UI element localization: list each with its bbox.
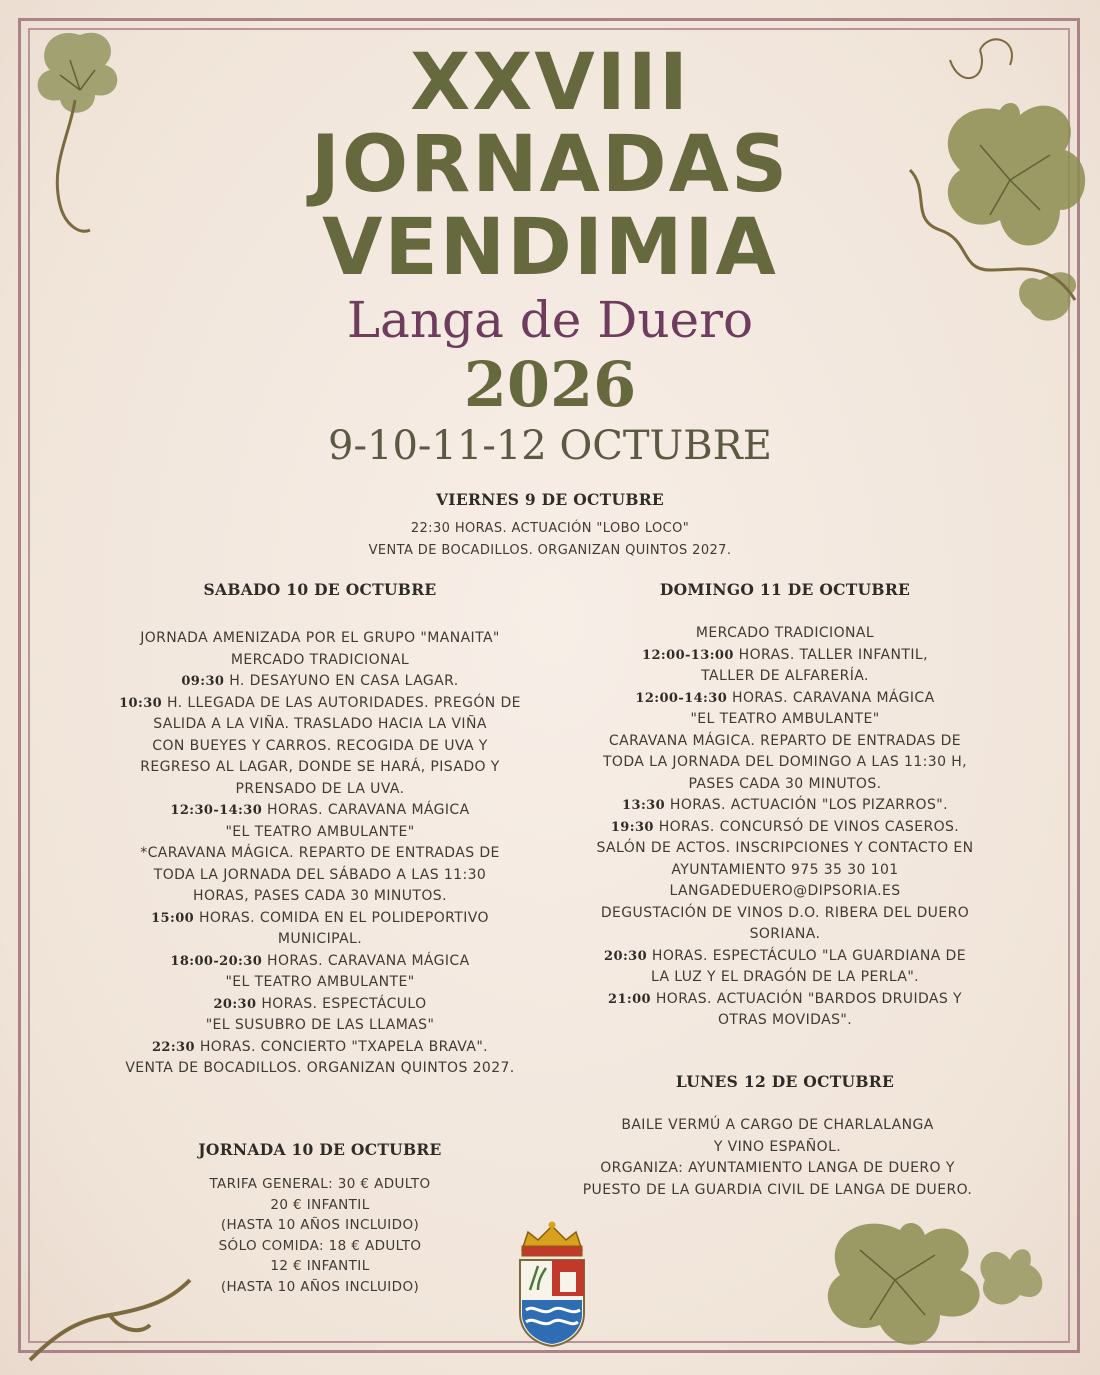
program-line: 12:00-14:30 HORAS. CARAVANA MÁGICA bbox=[635, 689, 935, 706]
price-line: (HASTA 10 AÑOS INCLUIDO) bbox=[220, 1278, 420, 1295]
program-line: TODA LA JORNADA DEL DOMINGO A LAS 11:30 H, bbox=[602, 754, 968, 770]
section-heading-jornada: JORNADA 10 DE OCTUBRE bbox=[198, 1140, 442, 1159]
program-line: CARAVANA MÁGICA. REPARTO DE ENTRADAS DE bbox=[608, 732, 962, 749]
price-line: TARIFA GENERAL: 30 € ADULTO bbox=[209, 1176, 431, 1192]
program-line: HORAS, PASES CADA 30 MINUTOS. bbox=[193, 888, 447, 904]
time-label: 15:00 bbox=[151, 910, 195, 926]
viernes-program bbox=[270, 518, 830, 561]
coat-of-arms-icon bbox=[514, 1218, 590, 1348]
time-label: 12:00-14:30 bbox=[635, 690, 728, 706]
program-line: PRENSADO DE LA UVA. bbox=[235, 780, 405, 797]
program-line: CON BUEYES Y CARROS. RECOGIDA DE UVA Y bbox=[152, 737, 488, 754]
section-heading-sabado: SABADO 10 DE OCTUBRE bbox=[203, 580, 437, 599]
program-line: 19:30 HORAS. CONCURSÓ DE VINOS CASEROS. bbox=[610, 818, 960, 835]
price-line: SÓLO COMIDA: 18 € ADULTO bbox=[218, 1237, 422, 1254]
program-line: *CARAVANA MÁGICA. REPARTO DE ENTRADAS DE bbox=[140, 845, 500, 861]
program-line: SORIANA. bbox=[749, 926, 821, 942]
time-label: 18:00-20:30 bbox=[170, 953, 263, 969]
program-line: 20:30 HORAS. ESPECTÁCULO "LA GUARDIANA DE bbox=[604, 947, 966, 964]
program-line: REGRESO AL LAGAR, DONDE SE HARÁ, PISADO Y bbox=[140, 759, 500, 775]
sabado-program bbox=[100, 628, 540, 1080]
program-line: LA LUZ Y EL DRAGÓN DE LA PERLA". bbox=[650, 969, 920, 985]
program-line: VENTA DE BOCADILLOS. ORGANIZAN QUINTOS 2027. bbox=[125, 1060, 515, 1076]
program-line: JORNADA AMENIZADA POR EL GRUPO "MANAITA" bbox=[140, 630, 500, 646]
program-line: 09:30 H. DESAYUNO EN CASA LAGAR. bbox=[181, 673, 459, 689]
program-line: 13:30 HORAS. ACTUACIÓN "LOS PIZARROS". bbox=[622, 797, 948, 813]
time-label: 09:30 bbox=[181, 674, 225, 689]
program-line: PUESTO DE LA GUARDIA CIVIL DE LANGA DE DUERO. bbox=[582, 1181, 973, 1198]
event-title-line1: JORNADAS bbox=[310, 120, 790, 210]
program-line: SALIDA A LA VIÑA. TRASLADO HACIA LA VIÑA bbox=[153, 716, 487, 732]
event-year: 2026 bbox=[463, 348, 637, 421]
program-line: 20:30 HORAS. ESPECTÁCULO bbox=[213, 995, 427, 1012]
domingo-program bbox=[565, 623, 1005, 1032]
price-line: (HASTA 10 AÑOS INCLUIDO) bbox=[220, 1217, 420, 1233]
program-line: ORGANIZA: AYUNTAMIENTO LANGA DE DUERO Y bbox=[600, 1160, 955, 1176]
program-line: DEGUSTACIÓN DE VINOS D.O. RIBERA DEL DUERO bbox=[600, 904, 970, 921]
program-line: MERCADO TRADICIONAL bbox=[695, 625, 875, 641]
program-line: 18:00-20:30 HORAS. CARAVANA MÁGICA bbox=[170, 952, 470, 969]
program-line: Y VINO ESPAÑOL. bbox=[713, 1138, 842, 1155]
program-line: MERCADO TRADICIONAL bbox=[230, 651, 410, 668]
program-line: "EL SUSUBRO DE LAS LLAMAS" bbox=[205, 1017, 435, 1033]
program-line: TODA LA JORNADA DEL SÁBADO A LAS 11:30 bbox=[153, 866, 487, 883]
town-name: Langa de Duero bbox=[346, 291, 754, 349]
event-title-line2: VENDIMIA bbox=[322, 203, 778, 293]
price-line: 20 € INFANTIL bbox=[270, 1196, 370, 1213]
event-dates: 9-10-11-12 OCTUBRE bbox=[328, 423, 772, 469]
time-label: 12:30-14:30 bbox=[170, 803, 263, 818]
program-line: 10:30 H. LLEGADA DE LAS AUTORIDADES. PREGÓN DE bbox=[119, 694, 521, 711]
lunes-program bbox=[555, 1115, 1000, 1201]
vine-leaf-bottom-right-icon bbox=[810, 1200, 1070, 1360]
program-line: "EL TEATRO AMBULANTE" bbox=[225, 823, 415, 840]
program-line: 21:00 HORAS. ACTUACIÓN "BARDOS DRUIDAS Y bbox=[608, 990, 962, 1007]
program-line: "EL TEATRO AMBULANTE" bbox=[225, 974, 415, 990]
program-line: 22:30 HORAS. ACTUACIÓN "LOBO LOCO" bbox=[410, 521, 690, 536]
program-line: MUNICIPAL. bbox=[277, 931, 363, 947]
program-line: PASES CADA 30 MINUTOS. bbox=[688, 775, 882, 792]
program-line: LANGADEDUERO@DIPSORIA.ES bbox=[669, 883, 901, 899]
time-label: 21:00 bbox=[608, 991, 651, 1007]
program-line: TALLER DE ALFARERÍA. bbox=[701, 668, 869, 684]
time-label: 10:30 bbox=[119, 695, 163, 711]
time-label: 20:30 bbox=[604, 948, 648, 964]
time-label: 13:30 bbox=[622, 798, 666, 813]
section-heading-viernes: VIERNES 9 DE OCTUBRE bbox=[435, 490, 665, 509]
program-line: VENTA DE BOCADILLOS. ORGANIZAN QUINTOS 2027. bbox=[368, 542, 732, 558]
program-line: BAILE VERMÚ A CARGO DE CHARLALANGA bbox=[621, 1117, 934, 1133]
price-list bbox=[110, 1174, 530, 1297]
program-line: 22:30 HORAS. CONCIERTO "TXAPELA BRAVA". bbox=[151, 1038, 489, 1055]
program-line: OTRAS MOVIDAS". bbox=[717, 1012, 853, 1028]
time-label: 20:30 bbox=[213, 996, 257, 1012]
program-line: AYUNTAMIENTO 975 35 30 101 bbox=[671, 861, 899, 878]
time-label: 12:00-13:00 bbox=[642, 647, 734, 663]
section-heading-domingo: DOMINGO 11 DE OCTUBRE bbox=[659, 580, 911, 599]
program-line: 12:30-14:30 HORAS. CARAVANA MÁGICA bbox=[170, 802, 470, 818]
section-heading-lunes: LUNES 12 DE OCTUBRE bbox=[675, 1072, 895, 1091]
program-line: "EL TEATRO AMBULANTE" bbox=[690, 711, 880, 727]
time-label: 19:30 bbox=[610, 819, 654, 835]
edition-title: XXVIII bbox=[410, 38, 690, 128]
price-line: 12 € INFANTIL bbox=[270, 1258, 370, 1274]
time-label: 22:30 bbox=[151, 1039, 195, 1055]
program-line: 15:00 HORAS. COMIDA EN EL POLIDEPORTIVO bbox=[151, 909, 489, 926]
program-line: 12:00-13:00 HORAS. TALLER INFANTIL, bbox=[642, 646, 928, 663]
program-line: SALÓN DE ACTOS. INSCRIPCIONES Y CONTACTO EN bbox=[596, 840, 974, 856]
